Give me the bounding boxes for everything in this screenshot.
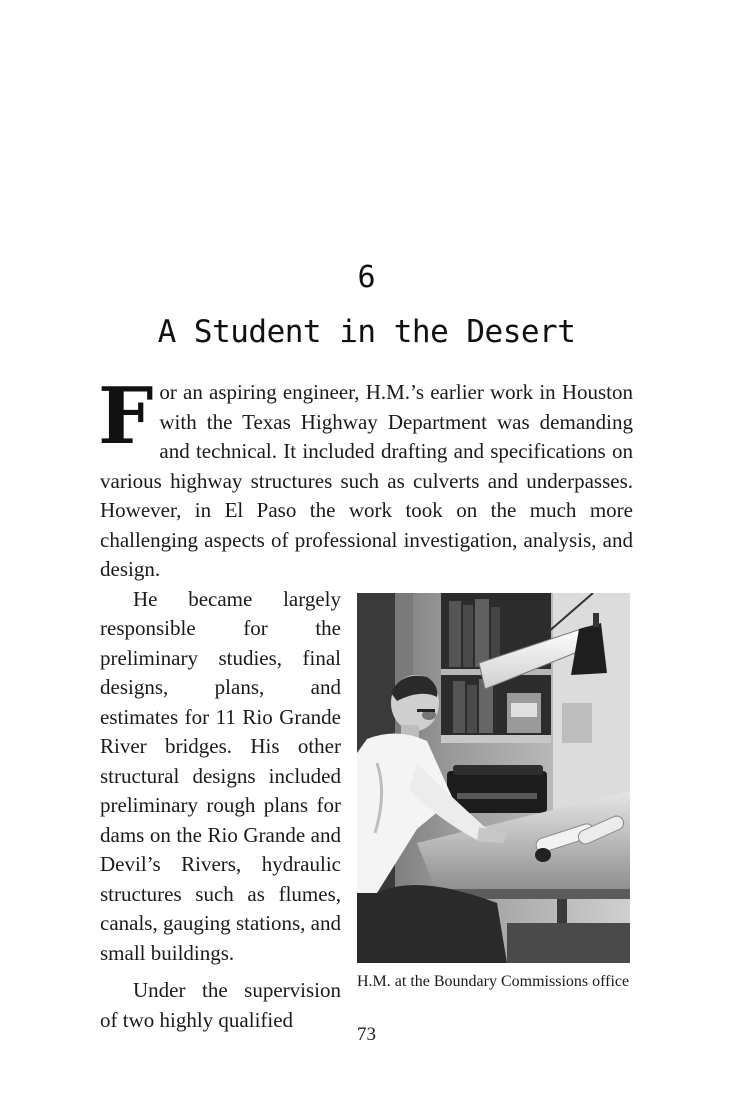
chapter-body: [98, 371, 633, 1035]
chapter-title: A Student in the Desert: [157, 314, 576, 350]
intro-paragraph: [98, 371, 633, 585]
intro-text: or an aspiring engineer, H.M.’s earlier work in Houston with the Texas Highway Department was demanding and technical. It included drafting and specifications on various highway structures such as culverts and underpasses. However, in El Paso the work took on the much more challenging aspects of professional investigation, analysis, and design.: [100, 380, 633, 581]
page-number: 73: [357, 1024, 376, 1045]
photo-figure: [357, 593, 633, 993]
photo-engineer-at-drafting-table: [357, 593, 630, 963]
photo-caption: H.M. at the Boundary Commissions office: [357, 972, 630, 990]
body-paragraph: Under the supervision of two highly qualified: [100, 978, 341, 1032]
body-paragraph: He became largely responsible for the preliminary studies, final designs, plans, and estimates for 11 Rio Grande River bridges. His other structural designs included preliminary rough plans for dams on the Rio Grande and Devil’s Rivers, hydraulic structures such as flumes, canals, gauging stations, and small buildings.: [100, 586, 341, 965]
chapter-number: 6: [357, 260, 376, 295]
drop-cap: F: [98, 371, 154, 462]
